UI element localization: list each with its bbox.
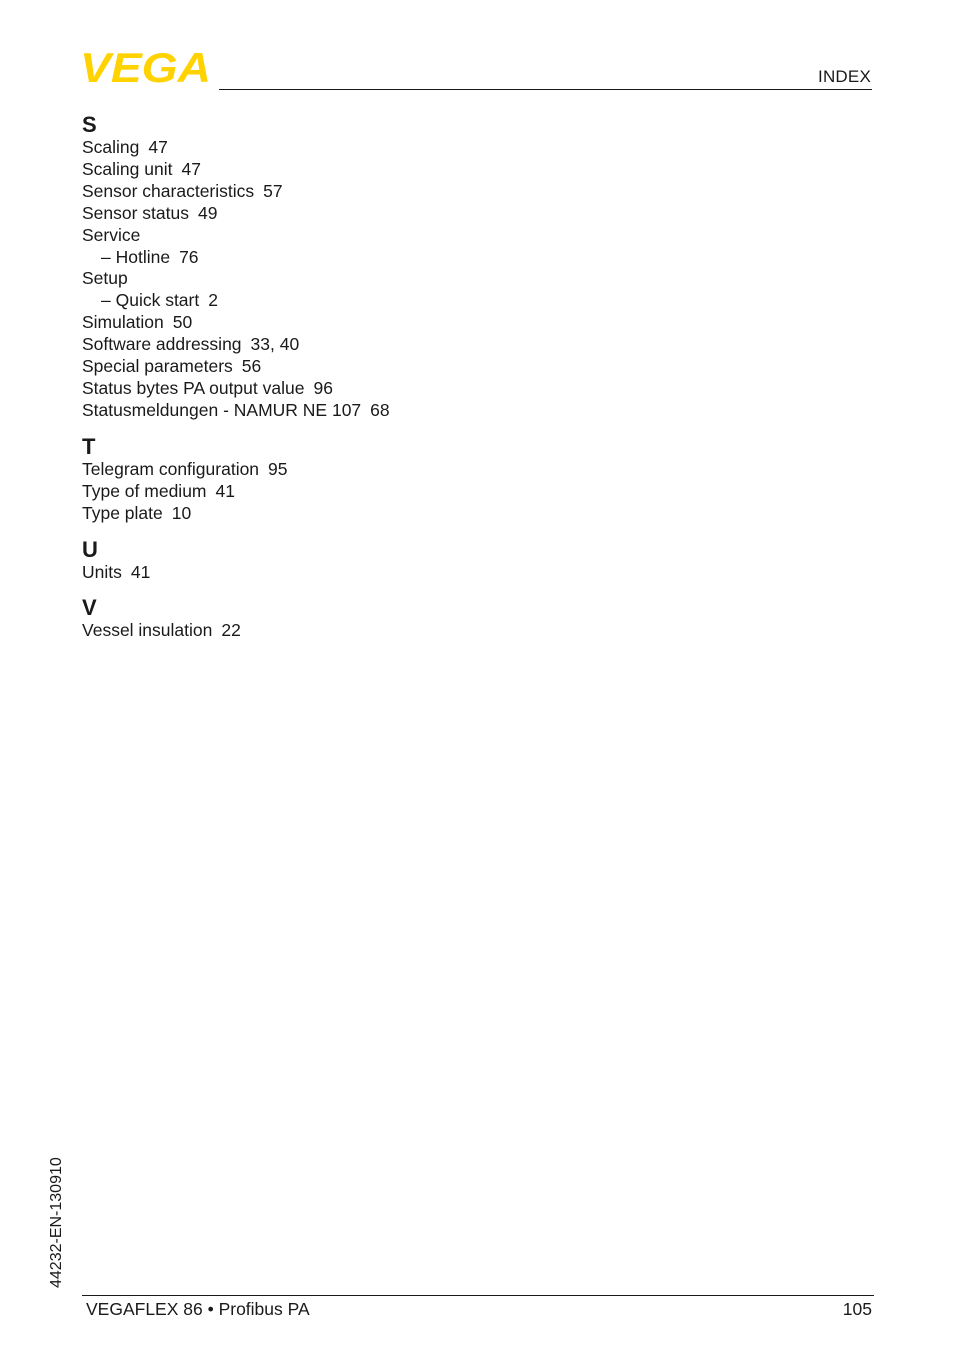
section-letter: U <box>82 536 98 562</box>
entry-pages: 76 <box>179 246 199 267</box>
entry-term: Software addressing <box>82 334 242 355</box>
entry-pages: 47 <box>148 137 168 157</box>
entry-pages: 49 <box>198 202 218 223</box>
entry-pages: 57 <box>263 180 283 201</box>
entry-term: Scaling <box>82 137 140 157</box>
page-number: 105 <box>842 1299 872 1319</box>
entry-term: – Hotline <box>101 246 171 267</box>
index-entry <box>82 378 582 400</box>
index-entry <box>82 459 582 481</box>
section-letter: V <box>82 595 97 621</box>
entry-term: Simulation <box>82 312 164 333</box>
index-section-v <box>82 597 582 642</box>
entry-pages: 22 <box>221 620 241 641</box>
index-entry <box>82 203 582 225</box>
header-divider <box>219 89 872 90</box>
entry-pages: 95 <box>268 458 288 479</box>
entry-pages: 41 <box>130 561 151 582</box>
entry-term: Vessel insulation <box>82 620 213 641</box>
entry-term: Units <box>82 561 122 582</box>
footer-product: VEGAFLEX 86 • Profibus PA <box>86 1299 310 1319</box>
index-entry <box>82 137 582 159</box>
entry-term: Setup <box>82 268 128 289</box>
index-entry <box>82 334 582 356</box>
index-entry <box>82 181 582 203</box>
logo-text: VEGA <box>80 50 211 84</box>
index-entry <box>82 481 582 503</box>
entry-term: Sensor characteristics <box>82 180 255 201</box>
entry-pages: 33, 40 <box>250 334 300 355</box>
entry-term: Statusmeldungen - NAMUR NE 107 <box>82 399 362 420</box>
index-list <box>82 114 582 656</box>
index-entry <box>82 268 582 290</box>
entry-term: Sensor status <box>82 202 189 223</box>
entry-term: – Quick start <box>101 290 200 311</box>
entry-term: Type of medium <box>82 480 207 501</box>
document-code: 44232-EN-130910 <box>48 1157 65 1288</box>
section-letter: T <box>82 433 96 459</box>
entry-term: Special parameters <box>82 356 233 377</box>
entry-pages: 68 <box>370 399 390 420</box>
entry-pages: 50 <box>172 312 193 333</box>
section-letter: S <box>82 112 97 137</box>
footer-divider <box>82 1295 874 1296</box>
index-section-t <box>82 433 582 525</box>
entry-pages: 10 <box>171 502 192 523</box>
index-section-u <box>82 536 582 584</box>
entry-term: Type plate <box>82 502 163 523</box>
index-entry <box>82 620 582 642</box>
index-entry <box>82 503 582 525</box>
index-entry <box>82 400 582 422</box>
index-section-s <box>82 114 582 422</box>
index-entry <box>82 312 582 334</box>
index-subentry <box>82 290 582 312</box>
section-label: INDEX <box>818 67 871 86</box>
index-subentry <box>82 247 582 269</box>
entry-pages: 96 <box>313 377 333 398</box>
index-entry <box>82 562 582 584</box>
index-entry <box>82 225 582 247</box>
entry-pages: 41 <box>215 480 235 501</box>
entry-term: Service <box>82 224 141 245</box>
entry-term: Telegram configuration <box>82 458 260 479</box>
vega-logo <box>80 50 212 84</box>
index-entry <box>82 356 582 378</box>
entry-term: Status bytes PA output value <box>82 377 305 398</box>
entry-term: Scaling unit <box>82 158 173 179</box>
entry-pages: 56 <box>241 356 262 377</box>
entry-pages: 2 <box>208 290 218 311</box>
index-entry <box>82 159 582 181</box>
entry-pages: 47 <box>181 158 201 179</box>
